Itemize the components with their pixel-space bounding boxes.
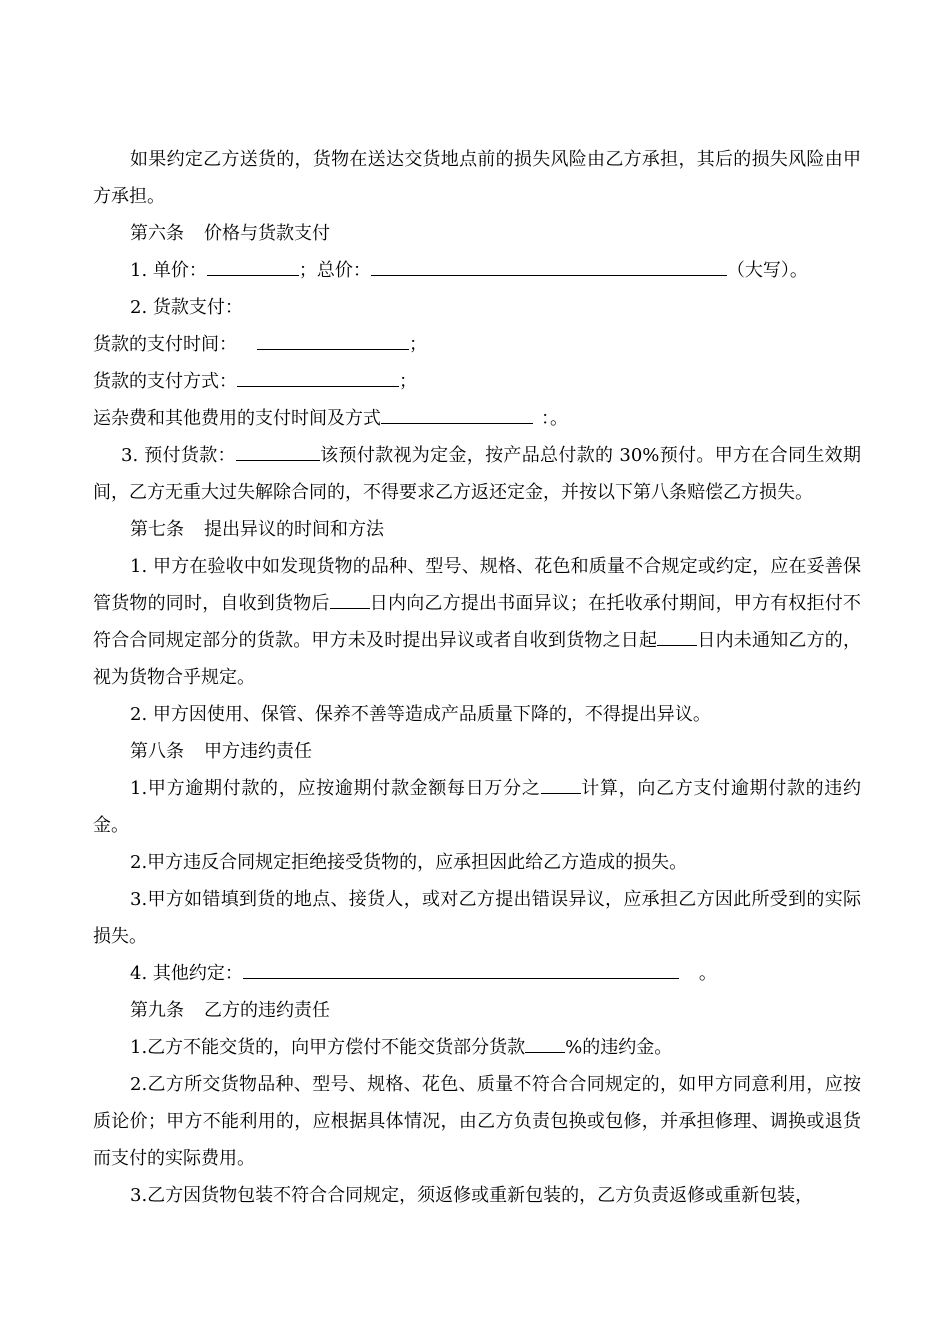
fees-line (93, 400, 861, 437)
payment-method-line (93, 363, 861, 400)
payment-time-line (93, 326, 861, 363)
total-price-blank[interactable] (371, 256, 727, 276)
article-number: 第七条 (130, 519, 184, 540)
other-terms-blank[interactable] (243, 959, 679, 979)
percent-blank[interactable] (525, 1033, 565, 1053)
risk-paragraph: 如果约定乙方送货的，货物在送达交货地点前的损失风险由乙方承担，其后的损失风险由甲方承担。 (93, 149, 861, 207)
text-run: 1.乙方不能交货的，向甲方偿付不能交货部分货款 (130, 1037, 526, 1058)
other-terms-line (93, 955, 861, 992)
article-title: 提出异议的时间和方法 (204, 519, 384, 540)
text-run: %的违约金。 (565, 1037, 673, 1058)
capital-note: （大写）。 (726, 260, 808, 281)
packaging-paragraph: 3.乙方因货物包装不符合合同规定，须返修或重新包装的，乙方负责返修或重新包装， (130, 1185, 814, 1206)
wrong-address-paragraph: 3.甲方如错填到货的地点、接货人，或对乙方提出错误异议，应承担乙方因此所受到的实际损失。 (93, 889, 861, 947)
article-7-heading (93, 511, 861, 548)
quality-paragraph: 2. 甲方因使用、保管、保养不善等造成产品质量下降的，不得提出异议。 (130, 704, 711, 725)
text-run: 计算，向乙方支付逾期付款的违约金。 (93, 778, 862, 836)
objection-paragraph (93, 548, 861, 696)
late-payment-paragraph (93, 770, 861, 844)
text-run: 日内向乙方提出书面异议；在托收承付期间，甲方有权拒付不符合合同规定部分的货款。甲方未及时提出异议或者自收到货物之日起 (93, 593, 862, 651)
payment-method-label: 货款的支付方式： (93, 371, 237, 392)
payment-method-blank[interactable] (237, 367, 399, 387)
punct: ； (399, 371, 417, 392)
article-title: 乙方的违约责任 (204, 1000, 330, 1021)
nonconforming-goods-paragraph: 2.乙方所交货物品种、型号、规格、花色、质量不符合合同规定的，如甲方同意利用，应按质论价；甲方不能利用的，应根据具体情况，由乙方负责包换或包修，并承担修理、调换或退货而支付的实际费用。 (93, 1074, 861, 1169)
unit-price-blank[interactable] (207, 256, 299, 276)
rate-blank[interactable] (541, 774, 581, 794)
article-6-heading (93, 215, 861, 252)
non-delivery-paragraph (93, 1029, 861, 1066)
other-terms-label: 4. 其他约定： (130, 963, 243, 984)
article-9-heading (93, 992, 861, 1029)
article-title: 甲方违约责任 (204, 741, 312, 762)
unit-price-label: 1. 单价： (130, 260, 207, 281)
payment-heading: 2. 货款支付： (130, 297, 243, 318)
punct: ； (409, 334, 427, 355)
text-run: 日内未通知乙方的，视为货物合乎规定。 (93, 630, 862, 688)
prepayment-paragraph (93, 437, 861, 511)
prepayment-blank[interactable] (236, 441, 320, 461)
article-number: 第六条 (130, 223, 184, 244)
article-8-heading (93, 733, 861, 770)
text-run: 1. 甲方在验收中如发现货物的品种、型号、规格、花色和质量不合规定或约定，应在妥善保管货物的同时，自收到货物后 (93, 556, 861, 614)
total-price-label: ；总价： (298, 260, 371, 281)
article-title: 价格与货款支付 (204, 223, 330, 244)
article-number: 第九条 (130, 1000, 184, 1021)
price-line (93, 252, 861, 289)
refusal-paragraph: 2.甲方违反合同规定拒绝接受货物的，应承担因此给乙方造成的损失。 (130, 852, 688, 873)
payment-time-label: 货款的支付时间： (93, 334, 237, 355)
punct: 。 (698, 963, 717, 984)
days-blank[interactable] (330, 589, 370, 609)
prepayment-text: 该预付款视为定金，按产品总付款的 30%预付。甲方在合同生效期间，乙方无重大过失解除合同的，不得要求乙方返还定金，并按以下第八条赔偿乙方损失。 (93, 445, 861, 503)
contract-body (93, 141, 861, 1214)
fees-label: 运杂费和其他费用的支付时间及方式 (93, 408, 381, 429)
prepayment-label: 3. 预付货款： (121, 445, 236, 466)
punct: ：。 (541, 408, 568, 429)
fees-blank[interactable] (381, 404, 533, 424)
days-blank[interactable] (657, 626, 697, 646)
payment-time-blank[interactable] (257, 330, 409, 350)
article-number: 第八条 (130, 741, 184, 762)
text-run: 1.甲方逾期付款的，应按逾期付款金额每日万分之 (130, 778, 541, 799)
